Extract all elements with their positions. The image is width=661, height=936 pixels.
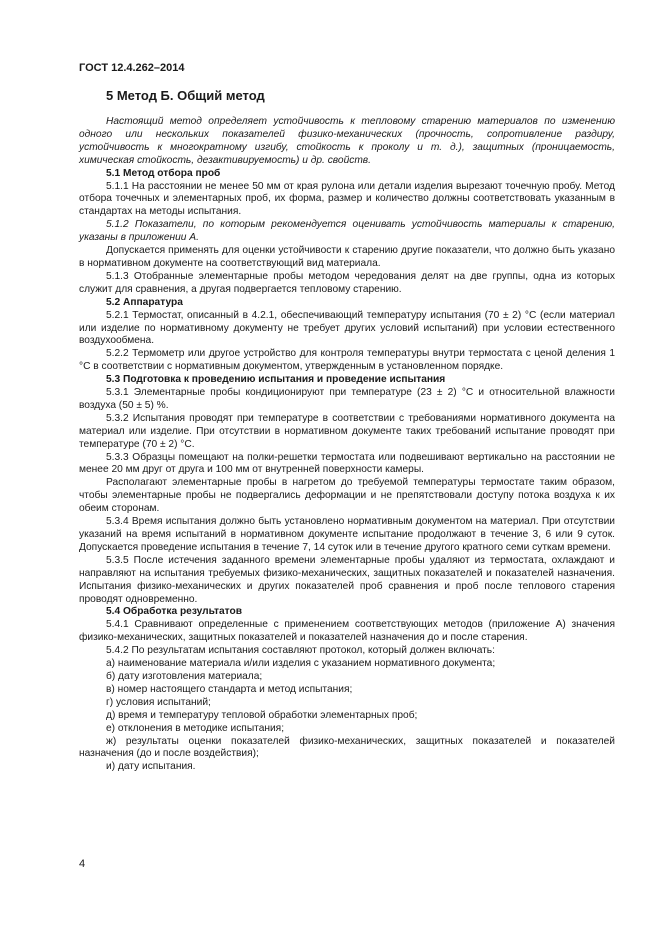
paragraph: 5.1.2 Показатели, по которым рекомендуется оценивать устойчивость материалы к старению, указаны в приложении А.: [79, 219, 615, 244]
list-item: а) наименование материала и/или изделия с указанием нормативного документа;: [106, 658, 496, 670]
section-title: 5 Метод Б. Общий метод: [106, 88, 265, 103]
document-body: [79, 116, 615, 774]
paragraph: 5.2.2 Термометр или другое устройство для контроля температуры внутри термостата с ценой деления 1 °С в соответствии с нормативным документом, утвержденным в установленном порядке.: [79, 348, 615, 373]
list-item: в) номер настоящего стандарта и метод испытания;: [106, 683, 353, 695]
list-item: е) отклонения в методике испытания;: [106, 722, 285, 734]
list-item: г) условия испытаний;: [106, 696, 211, 708]
subsection-heading: 5.4 Обработка результатов: [106, 606, 243, 618]
list-item: д) время и температуру тепловой обработки элементарных проб;: [106, 709, 418, 721]
paragraph: 5.3.5 После истечения заданного времени элементарные пробы удаляют из термостата, охлаждают и направляют на испытания требуемых физико-механических, защитных показателей и показателей назначения. Испытания физико-механических и других показателей проб сравнения и проб после теплового старения проводят одновременно.: [79, 554, 615, 605]
paragraph: 5.3.3 Образцы помещают на полки-решетки термостата или подвешивают вертикально на расстоянии не менее 20 мм друг от друга и 100 мм от внутренней поверхности камеры.: [79, 451, 615, 476]
paragraph: ж) результаты оценки показателей физико-механических, защитных показателей и показателей назначения (до и после воздействия);: [79, 735, 615, 760]
paragraph: Допускается применять для оценки устойчивости к старению другие показатели, что должно быть указано в нормативном документе на соответствующий вид материала.: [79, 245, 615, 269]
paragraph: 5.3.2 Испытания проводят при температуре в соответствии с требованиями нормативного документа на материал или изделие. При отсутствии в нормативном документе таких требований испытание проводят при температуре (70 ± 2) °С.: [79, 412, 615, 450]
list-item: и) дату испытания.: [106, 761, 196, 773]
subsection-heading: 5.2 Аппаратура: [106, 296, 183, 308]
subsection-heading: 5.1 Метод отбора проб: [106, 167, 221, 179]
paragraph: 5.4.2 По результатам испытания составляют протокол, который должен включать:: [106, 645, 495, 657]
paragraph: Располагают элементарные пробы в нагретом до требуемой температуры термостате таким образом, чтобы элементарные пробы не подвергались деформации и не препятствовали доступу потока воздуха к их обеим сторонам.: [79, 477, 615, 515]
document-header: ГОСТ 12.4.262–2014: [79, 62, 185, 74]
paragraph: 5.1.3 Отобранные элементарные пробы методом чередования делят на две группы, одна из которых служит для сравнения, а другая подвергается тепловому старению.: [79, 270, 615, 295]
paragraph: 5.2.1 Термостат, описанный в 4.2.1, обеспечивающий температуру испытания (70 ± 2) °С (если материал или изделие по нормативному документу не требует других условий испытаний) при условии естественного воздухообмена.: [79, 309, 615, 347]
page-number: 4: [79, 858, 86, 870]
list-item: б) дату изготовления материала;: [106, 670, 263, 682]
paragraph: 5.4.1 Сравнивают определенные с применением соответствующих методов (приложение А) значения физико-механических, защитных показателей и показателей назначения до и после старения.: [79, 619, 615, 644]
paragraph: Настоящий метод определяет устойчивость к тепловому старению материалов по изменению одного или нескольких показателей физико-механических (прочность, сопротивление раздиру, устойчивость к многократному изгибу, стойкость к проколу и т. д.), защитных (проницаемость, химическая стойкость, дезактивируемость) и др. свойств.: [79, 116, 615, 166]
paragraph: 5.1.1 На расстоянии не менее 50 мм от края рулона или детали изделия вырезают точечную пробу. Метод отбора точечных и элементарных проб, их форма, размер и количество должны соответствовать указанным в стандартах на методы испытания.: [79, 180, 615, 218]
subsection-heading: 5.3 Подготовка к проведению испытания и проведение испытания: [106, 374, 446, 386]
paragraph: 5.3.4 Время испытания должно быть установлено нормативным документом на материал. При отсутствии указаний на время испытаний в нормативном документе испытание продолжают в течение 3, 6 или 9 суток. Допускается проведение испытания в течение 7, 14 суток или в течение другого кратного семи суткам времени.: [79, 516, 615, 553]
paragraph: 5.3.1 Элементарные пробы кондиционируют при температуре (23 ± 2) °С и относительной влажности воздуха (50 ± 5) %.: [79, 387, 615, 411]
